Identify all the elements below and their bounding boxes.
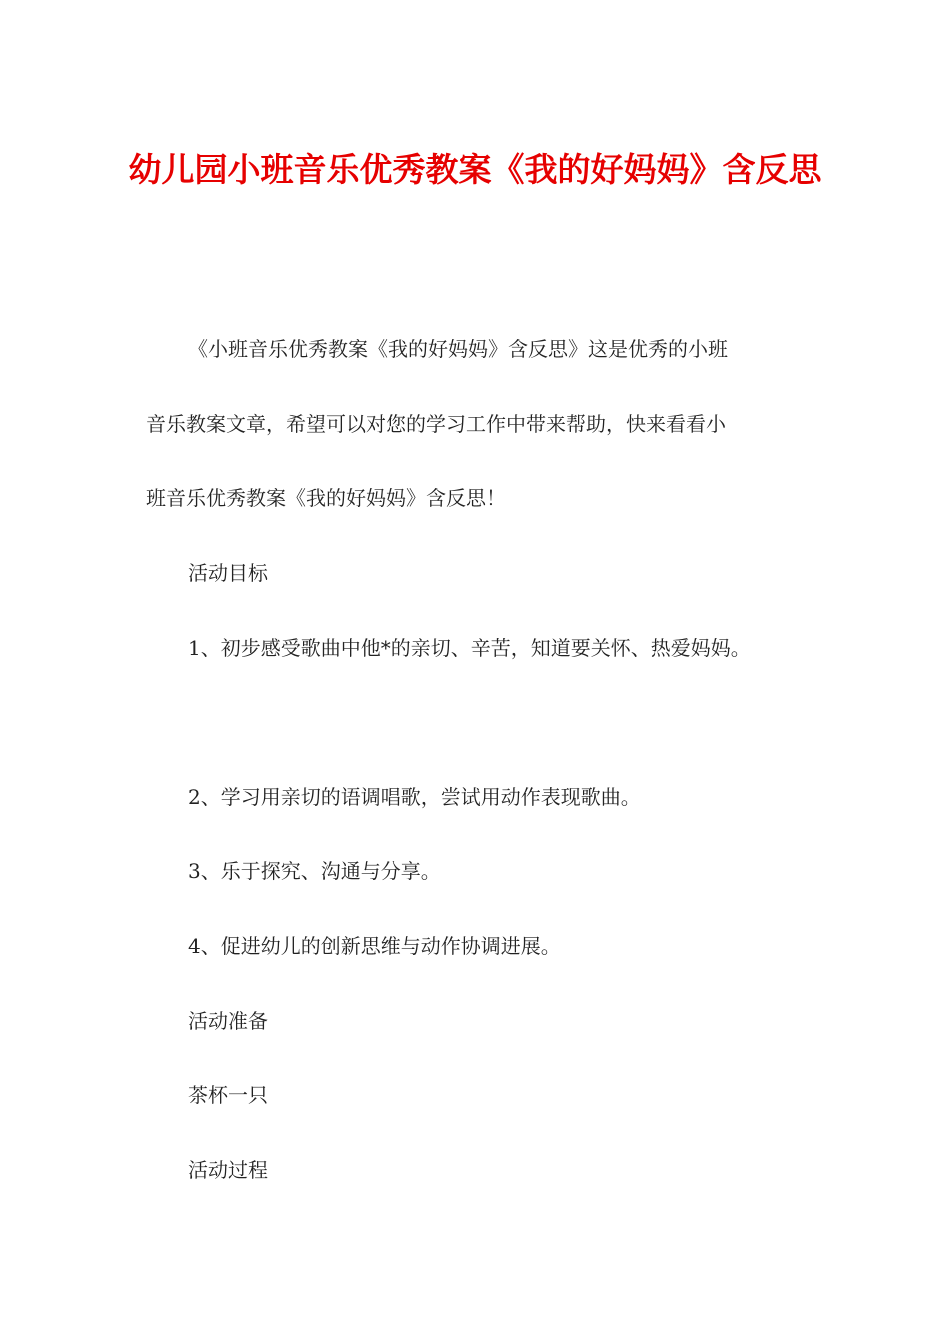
goal-item-1: 1、初步感受歌曲中他*的亲切、辛苦，知道要关怀、热爱妈妈。 xyxy=(188,636,751,660)
intro-line-3: 班音乐优秀教案《我的好妈妈》含反思！ xyxy=(146,486,506,510)
goal-item-4: 4、促进幼儿的创新思维与动作协调进展。 xyxy=(188,934,561,958)
section-heading-goal: 活动目标 xyxy=(188,561,268,585)
intro-line-2: 音乐教案文章，希望可以对您的学习工作中带来帮助，快来看看小 xyxy=(146,412,726,436)
section-heading-prep: 活动准备 xyxy=(188,1009,268,1033)
intro-line-1: 《小班音乐优秀教案《我的好妈妈》含反思》这是优秀的小班 xyxy=(188,337,728,361)
goal-item-3: 3、乐于探究、沟通与分享。 xyxy=(188,859,441,883)
prep-item: 茶杯一只 xyxy=(188,1083,268,1107)
section-heading-process: 活动过程 xyxy=(188,1158,268,1182)
goal-item-2: 2、学习用亲切的语调唱歌，尝试用动作表现歌曲。 xyxy=(188,785,641,809)
document-title: 幼儿园小班音乐优秀教案《我的好妈妈》含反思 xyxy=(128,150,822,189)
